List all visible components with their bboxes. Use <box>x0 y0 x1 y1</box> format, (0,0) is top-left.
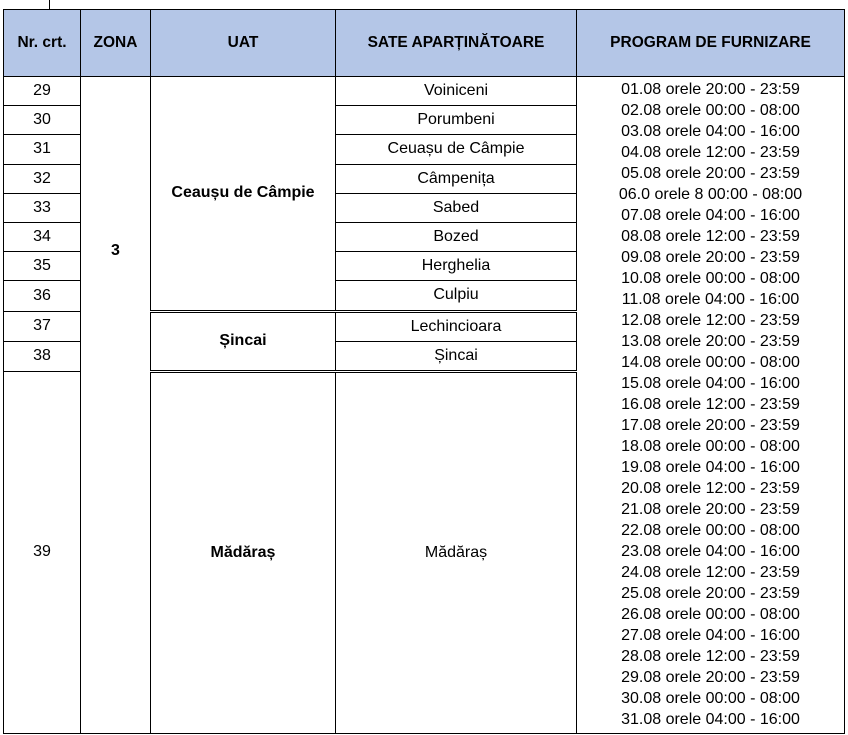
uat-cell: Șincai <box>151 311 336 371</box>
program-line: 01.08 orele 20:00 - 23:59 <box>621 81 800 98</box>
program-line: 04.08 orele 12:00 - 23:59 <box>621 144 800 161</box>
program-line: 31.08 orele 04:00 - 16:00 <box>621 711 800 728</box>
row-number: 31 <box>4 135 81 164</box>
village-cell: Porumbeni <box>336 106 577 135</box>
program-line: 26.08 orele 00:00 - 08:00 <box>621 606 800 623</box>
row-number: 30 <box>4 106 81 135</box>
village-cell: Herghelia <box>336 252 577 281</box>
village-cell: Câmpenița <box>336 164 577 193</box>
village-cell: Mădăraș <box>336 371 577 733</box>
row-number: 32 <box>4 164 81 193</box>
program-line: 17.08 orele 20:00 - 23:59 <box>621 417 800 434</box>
program-line: 13.08 orele 20:00 - 23:59 <box>621 333 800 350</box>
page-corner-line <box>49 0 50 9</box>
program-line: 15.08 orele 04:00 - 16:00 <box>621 375 800 392</box>
village-cell: Lechincioara <box>336 311 577 341</box>
zona-cell: 3 <box>81 77 151 734</box>
header-program: PROGRAM DE FURNIZARE <box>577 10 845 77</box>
row-number: 34 <box>4 222 81 251</box>
program-line: 05.08 orele 20:00 - 23:59 <box>621 165 800 182</box>
row-number: 29 <box>4 77 81 106</box>
row-number: 38 <box>4 341 81 371</box>
program-cell <box>577 77 845 734</box>
program-line: 29.08 orele 20:00 - 23:59 <box>621 669 800 686</box>
program-line: 11.08 orele 04:00 - 16:00 <box>621 291 800 308</box>
program-line: 02.08 orele 00:00 - 08:00 <box>621 102 800 119</box>
row-number: 37 <box>4 311 81 341</box>
program-line: 24.08 orele 12:00 - 23:59 <box>621 564 800 581</box>
row-number: 33 <box>4 193 81 222</box>
header-sate: SATE APARȚINĂTOARE <box>336 10 577 77</box>
header-row <box>4 10 845 77</box>
row-number: 36 <box>4 281 81 311</box>
program-line: 27.08 orele 04:00 - 16:00 <box>621 627 800 644</box>
table-row <box>4 77 845 106</box>
program-line: 21.08 orele 20:00 - 23:59 <box>621 501 800 518</box>
program-line: 22.08 orele 00:00 - 08:00 <box>621 522 800 539</box>
program-line: 16.08 orele 12:00 - 23:59 <box>621 396 800 413</box>
uat-cell: Ceaușu de Câmpie <box>151 77 336 312</box>
program-line: 10.08 orele 00:00 - 08:00 <box>621 270 800 287</box>
program-line: 12.08 orele 12:00 - 23:59 <box>621 312 800 329</box>
program-line: 30.08 orele 00:00 - 08:00 <box>621 690 800 707</box>
program-line: 09.08 orele 20:00 - 23:59 <box>621 249 800 266</box>
village-cell: Culpiu <box>336 281 577 311</box>
program-line: 14.08 orele 00:00 - 08:00 <box>621 354 800 371</box>
village-cell: Șincai <box>336 341 577 371</box>
header-zona: ZONA <box>81 10 151 77</box>
program-line: 28.08 orele 12:00 - 23:59 <box>621 648 800 665</box>
row-number: 39 <box>4 371 81 733</box>
supply-schedule-table <box>3 9 845 734</box>
program-line: 18.08 orele 00:00 - 08:00 <box>621 438 800 455</box>
program-line: 08.08 orele 12:00 - 23:59 <box>621 228 800 245</box>
header-nr-crt: Nr. crt. <box>4 10 81 77</box>
village-cell: Ceuașu de Câmpie <box>336 135 577 164</box>
row-number: 35 <box>4 252 81 281</box>
program-line: 06.0 orele 8 00:00 - 08:00 <box>618 186 803 203</box>
village-cell: Bozed <box>336 222 577 251</box>
village-cell: Sabed <box>336 193 577 222</box>
program-line: 03.08 orele 04:00 - 16:00 <box>621 123 800 140</box>
program-line: 19.08 orele 04:00 - 16:00 <box>621 459 800 476</box>
header-uat: UAT <box>151 10 336 77</box>
village-cell: Voiniceni <box>336 77 577 106</box>
program-line: 23.08 orele 04:00 - 16:00 <box>621 543 800 560</box>
program-line: 20.08 orele 12:00 - 23:59 <box>621 480 800 497</box>
program-line: 25.08 orele 20:00 - 23:59 <box>621 585 800 602</box>
program-line: 07.08 orele 04:00 - 16:00 <box>621 207 800 224</box>
uat-cell: Mădăraș <box>151 371 336 733</box>
